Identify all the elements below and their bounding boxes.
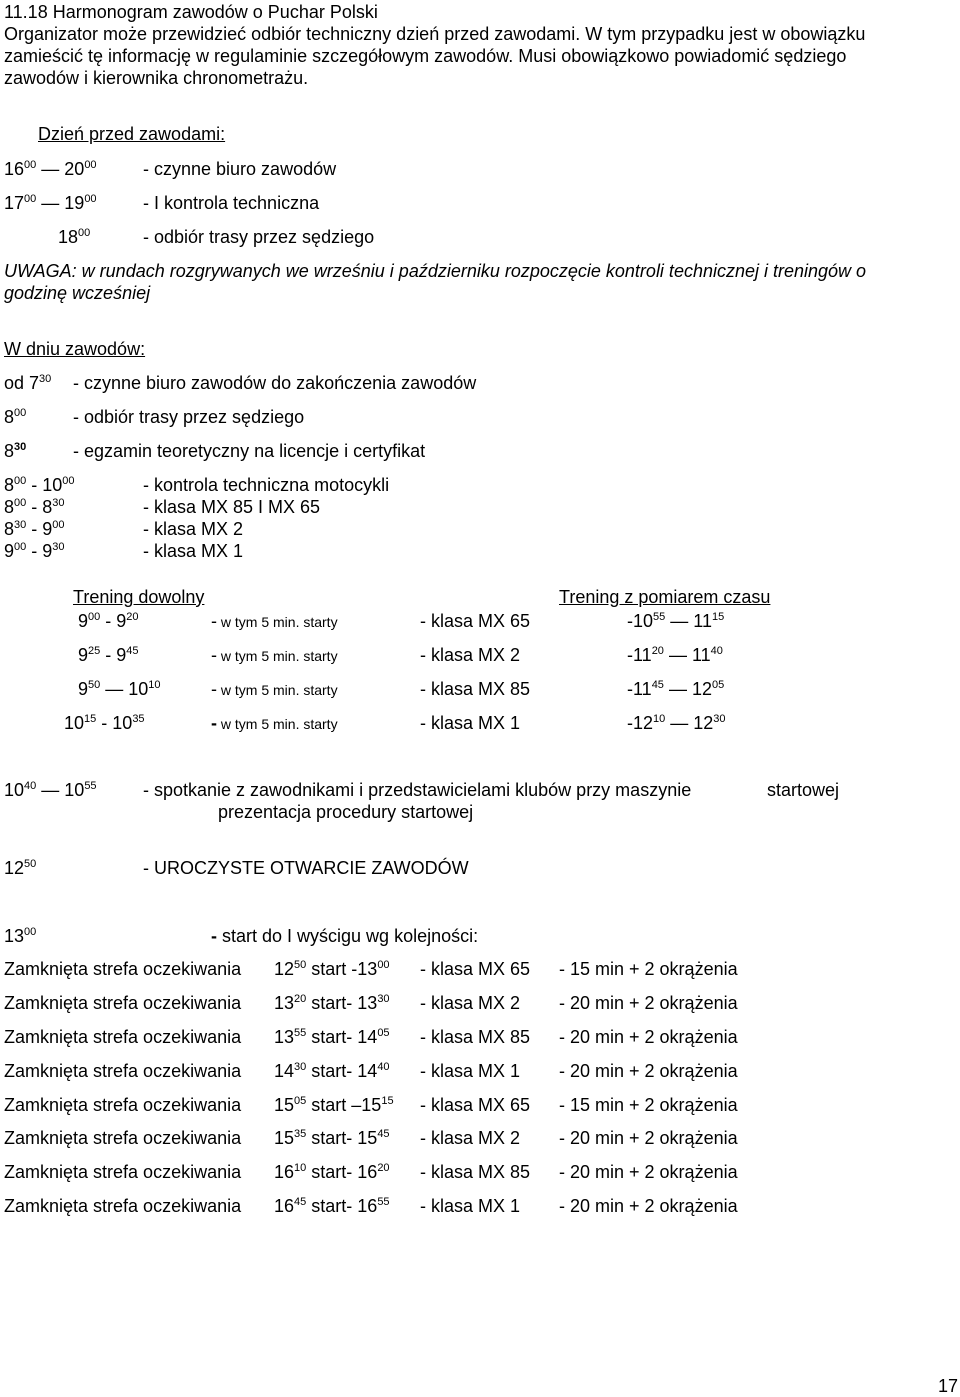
waiting-zone-label-3: Zamknięta strefa oczekiwania <box>4 1027 242 1047</box>
timed-training-time-1: $-10^{55}$ — $11^{15}$ <box>627 611 725 631</box>
waiting-zone-label-1: Zamknięta strefa oczekiwania <box>4 959 242 979</box>
free-training-time-4: $10^{15} - 10^{35}$ <box>64 713 145 733</box>
training-class-3: - klasa MX 85 <box>420 679 531 699</box>
race-day-desc-2: - odbiór trasy przez sędziego <box>73 407 305 427</box>
waiting-zone-label-4: Zamknięta strefa oczekiwania <box>4 1061 242 1081</box>
race-day-time-1: od $7^{30}$ <box>4 373 52 393</box>
race-duration-8: - 20 min + 2 okrążenia <box>559 1196 738 1216</box>
meeting-desc-tail: startowej <box>767 780 840 800</box>
intro-line-1: Organizator może przewidzieć odbiór techniczny dzień przed zawodami. W tym przypadku jest w obowiązku <box>4 24 866 44</box>
race-class-5: - klasa MX 65 <box>420 1095 531 1115</box>
free-training-note-2: - w tym 5 min. starty <box>211 645 338 665</box>
free-training-time-3: $9^{50}$ — $10^{10}$ <box>78 679 161 699</box>
race-duration-5: - 15 min + 2 okrążenia <box>559 1095 738 1115</box>
free-training-heading: Trening dowolny <box>73 587 205 607</box>
waiting-zone-label-8: Zamknięta strefa oczekiwania <box>4 1196 242 1216</box>
waiting-zone-times-3: $13^{55}$ start- $14^{05}$ <box>274 1027 390 1047</box>
waiting-zone-times-1: $12^{50}$ start $-13^{00}$ <box>274 959 390 979</box>
race-duration-1: - 15 min + 2 okrążenia <box>559 959 738 979</box>
race-class-8: - klasa MX 1 <box>420 1196 521 1216</box>
free-training-note-4: - w tym 5 min. starty <box>211 713 338 733</box>
start-time: $13^{00}$ <box>4 926 37 946</box>
race-class-2: - klasa MX 2 <box>420 993 521 1013</box>
start-desc: - start do I wyścigu wg kolejności: <box>211 926 479 946</box>
intro-line-3: zawodów i kierownika chronometrażu. <box>4 68 309 88</box>
timed-training-time-3: $-11^{45}$ — $12^{05}$ <box>627 679 725 699</box>
race-class-6: - klasa MX 2 <box>420 1128 521 1148</box>
training-class-2: - klasa MX 2 <box>420 645 521 665</box>
day-before-time-2: $17^{00}$ — $19^{00}$ <box>4 193 97 213</box>
race-duration-3: - 20 min + 2 okrążenia <box>559 1027 738 1047</box>
inspection-desc-4: - klasa MX 1 <box>143 541 244 561</box>
free-training-note-3: - w tym 5 min. starty <box>211 679 338 699</box>
free-training-note-1: - w tym 5 min. starty <box>211 611 338 631</box>
opening-desc: - UROCZYSTE OTWARCIE ZAWODÓW <box>143 858 469 878</box>
timed-training-time-2: $-11^{20}$ — $11^{40}$ <box>627 645 723 665</box>
race-day-time-2: $8^{00}$ <box>4 407 27 427</box>
waiting-zone-label-7: Zamknięta strefa oczekiwania <box>4 1162 242 1182</box>
race-duration-6: - 20 min + 2 okrążenia <box>559 1128 738 1148</box>
free-training-time-2: $9^{25} - 9^{45}$ <box>78 645 139 665</box>
waiting-zone-times-4: $14^{30}$ start- $14^{40}$ <box>274 1061 390 1081</box>
waiting-zone-times-2: $13^{20}$ start- $13^{30}$ <box>274 993 390 1013</box>
inspection-time-1: $8^{00} - 10^{00}$ <box>4 475 75 495</box>
meeting-desc: - spotkanie z zawodnikami i przedstawicielami klubów przy maszynie <box>143 780 692 800</box>
inspection-time-4: $9^{00} - 9^{30}$ <box>4 541 65 561</box>
race-class-7: - klasa MX 85 <box>420 1162 531 1182</box>
waiting-zone-times-7: $16^{10}$ start- $16^{20}$ <box>274 1162 390 1182</box>
inspection-desc-2: - klasa MX 85 I MX 65 <box>143 497 321 517</box>
race-day-heading: W dniu zawodów: <box>4 339 146 359</box>
day-before-note-2: godzinę wcześniej <box>4 283 151 303</box>
day-before-desc-1: - czynne biuro zawodów <box>143 159 337 179</box>
inspection-desc-1: - kontrola techniczna motocykli <box>143 475 390 495</box>
section-title: 11.18 Harmonogram zawodów o Puchar Polski <box>4 2 378 22</box>
intro-line-2: zamieścić tę informację w regulaminie szczegółowym zawodów. Musi obowiązkowo powiadomić sędziego <box>4 46 847 66</box>
race-day-desc-3: - egzamin teoretyczny na licencje i certyfikat <box>73 441 426 461</box>
waiting-zone-times-8: $16^{45}$ start- $16^{55}$ <box>274 1196 390 1216</box>
day-before-note-1: UWAGA: w rundach rozgrywanych we wrześniu i październiku rozpoczęcie kontroli technicznej i treningów o <box>4 261 867 281</box>
race-duration-7: - 20 min + 2 okrążenia <box>559 1162 738 1182</box>
meeting-time: $10^{40}$ — $10^{55}$ <box>4 780 97 800</box>
waiting-zone-label-6: Zamknięta strefa oczekiwania <box>4 1128 242 1148</box>
free-training-time-1: $9^{00} - 9^{20}$ <box>78 611 139 631</box>
inspection-time-3: $8^{30} - 9^{00}$ <box>4 519 65 539</box>
race-duration-4: - 20 min + 2 okrążenia <box>559 1061 738 1081</box>
race-class-4: - klasa MX 1 <box>420 1061 521 1081</box>
waiting-zone-label-5: Zamknięta strefa oczekiwania <box>4 1095 242 1115</box>
race-class-3: - klasa MX 85 <box>420 1027 531 1047</box>
opening-time: $12^{50}$ <box>4 858 37 878</box>
race-class-1: - klasa MX 65 <box>420 959 531 979</box>
race-day-desc-1: - czynne biuro zawodów do zakończenia zawodów <box>73 373 477 393</box>
training-class-4: - klasa MX 1 <box>420 713 521 733</box>
training-class-1: - klasa MX 65 <box>420 611 531 631</box>
page-number: 17 <box>938 1376 959 1396</box>
waiting-zone-label-2: Zamknięta strefa oczekiwania <box>4 993 242 1013</box>
day-before-time-1: $16^{00}$ — $20^{00}$ <box>4 159 97 179</box>
inspection-time-2: $8^{00} - 8^{30}$ <box>4 497 65 517</box>
race-duration-2: - 20 min + 2 okrążenia <box>559 993 738 1013</box>
day-before-heading: Dzień przed zawodami: <box>38 124 226 144</box>
waiting-zone-times-6: $15^{35}$ start- $15^{45}$ <box>274 1128 390 1148</box>
timed-training-time-4: $-12^{10}$ — $12^{30}$ <box>627 713 726 733</box>
day-before-desc-3: - odbiór trasy przez sędziego <box>143 227 375 247</box>
waiting-zone-times-5: $15^{05}$ start $-15^{15}$ <box>274 1095 394 1115</box>
meeting-desc-2: prezentacja procedury startowej <box>218 802 474 822</box>
race-day-time-3: $8^{30}$ <box>4 441 27 461</box>
timed-training-heading: Trening z pomiarem czasu <box>559 587 771 607</box>
day-before-desc-2: - I kontrola techniczna <box>143 193 320 213</box>
inspection-desc-3: - klasa MX 2 <box>143 519 244 539</box>
day-before-time-3: $18^{00}$ <box>58 227 91 247</box>
